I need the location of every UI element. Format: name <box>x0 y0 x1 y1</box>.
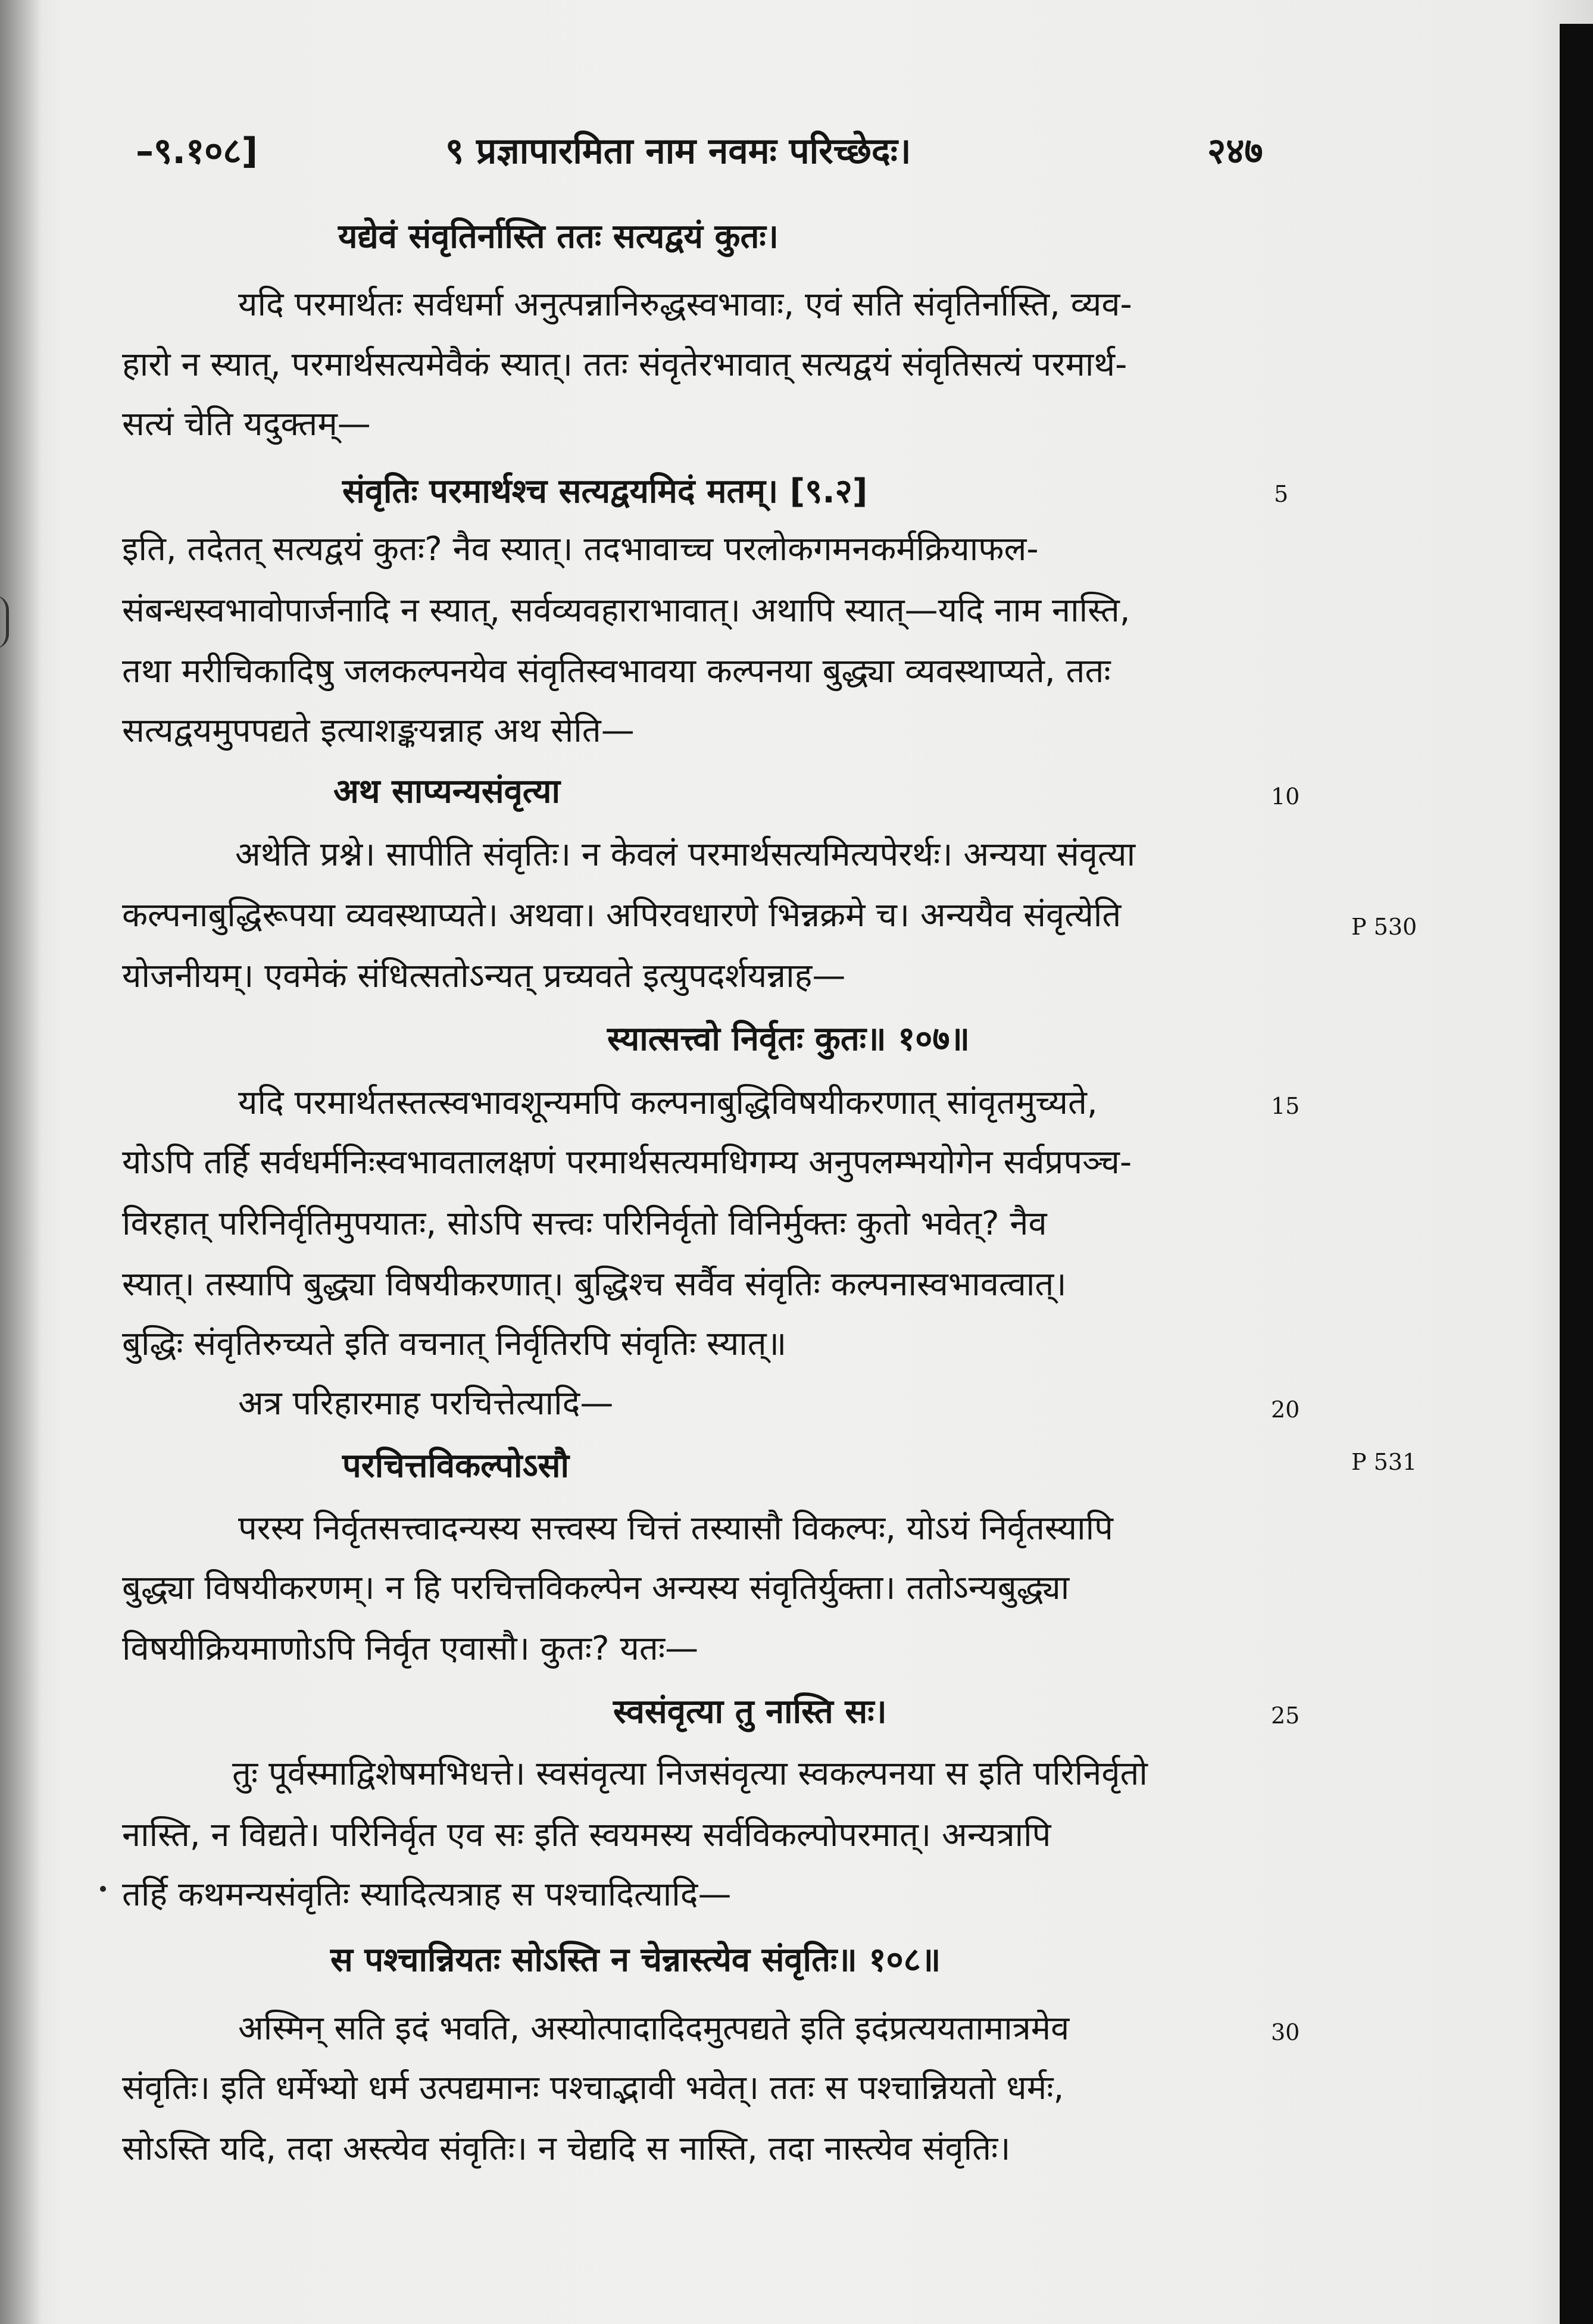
verse-line: स्वसंवृत्या तु नास्ति सः। <box>613 1692 887 1731</box>
text-line: संबन्धस्वभावोपार्जनादि न स्यात्, सर्वव्यवहाराभावात्। अथापि स्यात्—यदि नाम नास्ति, <box>122 591 1130 630</box>
line-number: 20 <box>1271 1397 1300 1423</box>
text-line: योजनीयम्। एवमेकं संधित्सतोऽन्यत् प्रच्यवते इत्युपदर्शयन्नाह— <box>122 957 846 995</box>
text-line: विषयीक्रियमाणोऽपि निर्वृत एवासौ। कुतः? यतः— <box>122 1629 699 1668</box>
page-reference: P 531 <box>1351 1449 1417 1475</box>
text-line: परस्य निर्वृतसत्त्वादन्यस्य सत्त्वस्य चित्तं तस्यासौ विकल्पः, योऽयं निर्वृतस्यापि <box>238 1509 1113 1548</box>
text-line: सत्यद्वयमुपपद्यते इत्याशङ्कयन्नाह अथ सेति— <box>122 711 635 750</box>
text-line: तथा मरीचिकादिषु जलकल्पनयेव संवृतिस्वभावया कल्पनया बुद्ध्या व्यवस्थाप्यते, ततः <box>122 652 1111 691</box>
text-line: इति, तदेतत् सत्यद्वयं कुतः? नैव स्यात्। तदभावाच्च परलोकगमनकर्मक्रियाफल- <box>122 530 1039 568</box>
line-number: 30 <box>1271 2019 1300 2045</box>
text-line: तुः पूर्वस्माद्विशेषमभिधत्ते। स्वसंवृत्या निजसंवृत्या स्वकल्पनया स इति परिनिर्वृतो <box>232 1754 1148 1793</box>
text-line: तर्हि कथमन्यसंवृतिः स्यादित्यत्राह स पश्चादित्यादि— <box>122 1875 732 1914</box>
header-chapter-title: ९ प्रज्ञापारमिता नाम नवमः परिच्छेदः। <box>445 130 911 172</box>
text-line: कल्पनाबुद्धिरूपया व्यवस्थाप्यते। अथवा। अपिरवधारणे भिन्नक्रमे च। अन्ययैव संवृत्येति <box>122 896 1122 935</box>
text-line: अत्र परिहारमाह परचित्तेत्यादि— <box>238 1384 614 1423</box>
text-line: हारो न स्यात्, परमार्थसत्यमेवैकं स्यात्। ततः संवृतेरभावात् सत्यद्वयं संवृतिसत्यं परमार्थ- <box>122 345 1127 384</box>
text-line: योऽपि तर्हि सर्वधर्मनिःस्वभावतालक्षणं परमार्थसत्यमधिगम्य अनुपलम्भयोगेन सर्वप्रपञ्च- <box>122 1143 1132 1182</box>
line-number: 25 <box>1271 1703 1300 1729</box>
ink-speck <box>100 1886 106 1892</box>
text-line: बुद्धिः संवृतिरुच्यते इति वचनात् निर्वृतिरपि संवृतिः स्यात्॥ <box>122 1325 787 1363</box>
text-line: नास्ति, न विद्यते। परिनिर्वृत एव सः इति स्वयमस्य सर्वविकल्पोपरमात्। अन्यत्रापि <box>122 1816 1051 1854</box>
text-line: सोऽस्ति यदि, तदा अस्त्येव संवृतिः। न चेद्यदि स नास्ति, तदा नास्त्येव संवृतिः। <box>122 2129 1011 2168</box>
header-page-number: २४७ <box>1207 130 1263 172</box>
page-reference: P 530 <box>1351 914 1417 940</box>
text-line: स्यात्। तस्यापि बुद्ध्या विषयीकरणात्। बुद्धिश्च सर्वैव संवृतिः कल्पनास्वभावत्वात्। <box>122 1265 1067 1304</box>
line-number: 15 <box>1271 1093 1300 1119</box>
text-line: सत्यं चेति यदुक्तम्— <box>122 405 371 443</box>
verse-line: संवृतिः परमार्थश्च सत्यद्वयमिदं मतम्। [९.२] <box>342 472 868 511</box>
line-number: 10 <box>1271 783 1300 810</box>
verse-line: यद्येवं संवृतिर्नास्ति ततः सत्यद्वयं कुतः। <box>338 217 779 256</box>
text-line: विरहात् परिनिर्वृतिमुपयातः, सोऽपि सत्त्वः परिनिर्वृतो विनिर्मुक्तः कुतो भवेत्? नैव <box>122 1204 1047 1243</box>
text-line: यदि परमार्थतस्तत्स्वभावशून्यमपि कल्पनाबुद्धिविषयीकरणात् सांवृतमुच्यते, <box>238 1083 1098 1122</box>
text-line: यदि परमार्थतः सर्वधर्मा अनुत्पन्नानिरुद्धस्वभावाः, एवं सति संवृतिर्नास्ति, व्यव- <box>238 285 1132 324</box>
header-verse-range: –९.१०८] <box>136 130 258 172</box>
binding-shadow <box>0 0 42 2324</box>
text-line: अथेति प्रश्ने। सापीति संवृतिः। न केवलं परमार्थसत्यमित्यपेरर्थः। अन्यया संवृत्या <box>235 835 1136 874</box>
verse-line: स्यात्सत्त्वो निर्वृतः कुतः॥ १०७॥ <box>607 1020 970 1058</box>
verse-line: स पश्चान्नियतः सोऽस्ति न चेन्नास्त्येव संवृतिः॥ १०८॥ <box>330 1941 941 1979</box>
text-line: बुद्ध्या विषयीकरणम्। न हि परचित्तविकल्पेन अन्यस्य संवृतिर्युक्ता। ततोऽन्यबुद्ध्या <box>122 1569 1070 1607</box>
text-line: संवृतिः। इति धर्मेभ्यो धर्म उत्पद्यमानः पश्चाद्भावी भवेत्। ततः स पश्चान्नियतो धर्मः, <box>122 2069 1064 2107</box>
line-number: 5 <box>1274 481 1289 507</box>
verse-line: परचित्तविकल्पोऽसौ <box>342 1447 569 1485</box>
text-line: अस्मिन् सति इदं भवति, अस्योत्पादादिदमुत्पद्यते इति इदंप्रत्ययतामात्रमेव <box>238 2009 1070 2048</box>
scan-edge-band <box>1560 24 1593 2324</box>
verse-line: अथ साप्यन्यसंवृत्या <box>333 772 560 811</box>
